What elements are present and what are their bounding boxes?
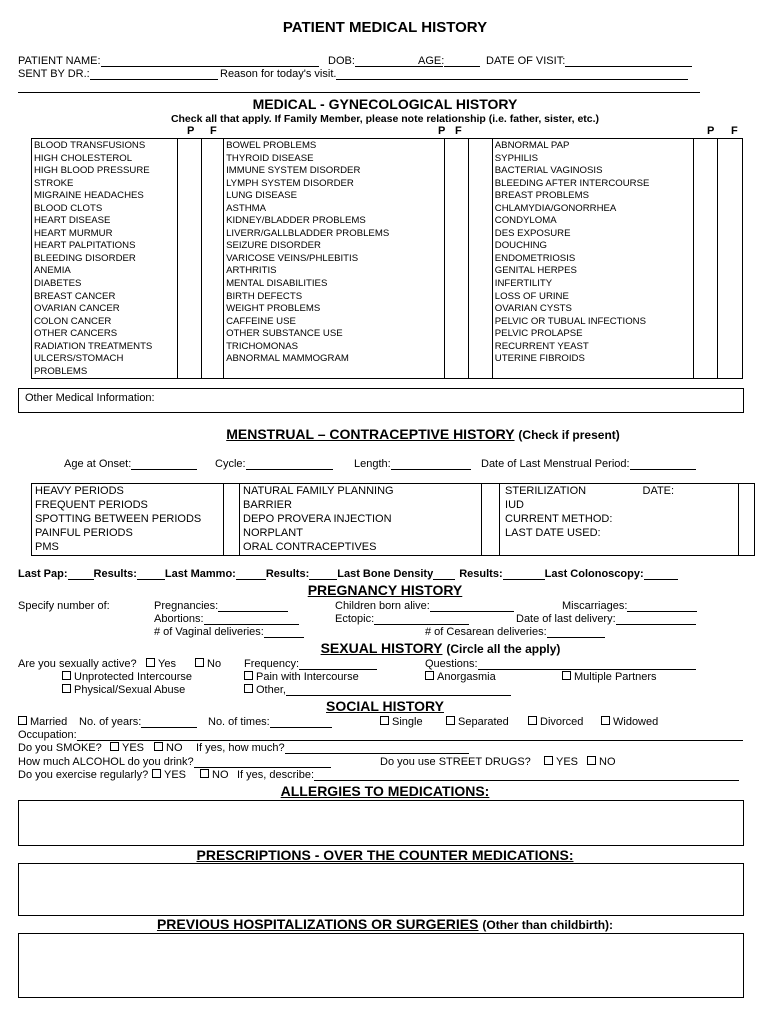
cesarean-deliveries-field[interactable]: # of Cesarean deliveries: — [425, 626, 605, 638]
condition-item: MIGRAINE HEADACHES — [34, 190, 144, 202]
menstrual-table — [31, 483, 755, 556]
condition-item: INFERTILITY — [494, 278, 553, 290]
abortions-field[interactable]: Abortions: — [154, 613, 299, 625]
date-of-visit-field[interactable] — [486, 55, 692, 67]
sent-by-label: SENT BY DR.: — [18, 68, 90, 80]
length-field[interactable]: Length: — [354, 458, 471, 470]
condition-item: RADIATION TREATMENTS — [34, 340, 153, 352]
checkbox-icon — [446, 716, 455, 725]
social-heading: SOCIAL HISTORY — [326, 698, 444, 714]
page-title: PATIENT MEDICAL HISTORY — [282, 19, 488, 36]
condition-item: COLON CANCER — [34, 315, 112, 327]
smoke-no[interactable]: NO — [154, 742, 183, 754]
frequency-field[interactable]: Frequency: — [244, 658, 377, 670]
condition-item: BREAST PROBLEMS — [494, 190, 589, 202]
condition-item: TRICHOMONAS — [226, 340, 299, 352]
times-field[interactable]: No. of times: — [208, 716, 332, 728]
reason-field[interactable] — [220, 68, 688, 80]
children-field[interactable]: Children born alive: — [335, 600, 514, 612]
condition-item: IMMUNE SYSTEM DISORDER — [226, 165, 361, 177]
prescriptions-box[interactable] — [18, 863, 744, 916]
hospitalizations-heading: PREVIOUS HOSPITALIZATIONS OR SURGERIES (Other than childbirth): — [156, 916, 614, 932]
condition-item: DIABETES — [34, 278, 82, 290]
anorgasmia-option[interactable]: Anorgasmia — [425, 671, 496, 683]
screening-line[interactable]: Last Pap: Results: Last Mammo: Results: Last Bone Density Results: Last Colonoscopy: — [18, 568, 678, 580]
patient-check-column[interactable] — [444, 139, 468, 379]
condition-item: BIRTH DEFECTS — [226, 290, 303, 302]
condition-item: LUNG DISEASE — [226, 190, 297, 202]
sexually-active-yes[interactable]: Yes — [146, 658, 176, 670]
condition-item: BACTERIAL VAGINOSIS — [494, 165, 603, 177]
reason-line[interactable] — [18, 92, 700, 93]
menstrual-column-2 — [240, 484, 482, 556]
vaginal-deliveries-field[interactable]: # of Vaginal deliveries: — [154, 626, 304, 638]
exercise-no[interactable]: NO — [200, 769, 229, 781]
pregnancy-heading: PREGNANCY HISTORY — [307, 582, 463, 598]
sexual-heading: SEXUAL HISTORY (Circle all the apply) — [320, 640, 561, 656]
condition-item: ENDOMETRIOSIS — [494, 252, 576, 264]
checkbox-icon — [110, 742, 119, 751]
condition-item: STERILIZATION DATE: — [505, 485, 675, 497]
pregnancies-field[interactable]: Pregnancies: — [154, 600, 288, 612]
occupation-field[interactable]: Occupation: — [18, 729, 743, 741]
condition-item: BOWEL PROBLEMS — [226, 140, 317, 151]
condition-item: OVARIAN CYSTS — [494, 303, 572, 315]
family-check-column[interactable] — [201, 139, 223, 379]
condition-item: KIDNEY/BLADDER PROBLEMS — [226, 215, 366, 227]
condition-item: LAST DATE USED: — [505, 527, 601, 539]
condition-item: ABNORMAL MAMMOGRAM — [226, 353, 349, 365]
checkbox-icon — [528, 716, 537, 725]
checkbox-icon — [152, 769, 161, 778]
condition-item: HEART MURMUR — [34, 227, 113, 239]
condition-item: CAFFEINE USE — [226, 315, 296, 327]
condition-item: SPOTTING BETWEEN PERIODS — [35, 513, 202, 525]
smoke-label: Do you SMOKE? — [18, 742, 102, 754]
condition-item: PELVIC PROLAPSE — [494, 328, 583, 340]
p-header: P — [438, 125, 446, 137]
condition-item: CONDYLOMA — [494, 215, 557, 227]
condition-item: NORPLANT — [243, 527, 303, 539]
checkbox-icon — [62, 684, 71, 693]
menstrual-heading: MENSTRUAL – CONTRACEPTIVE HISTORY (Check if present) — [226, 426, 620, 442]
checkbox-icon — [18, 716, 27, 725]
age-onset-field[interactable]: Age at Onset: — [64, 458, 197, 470]
condition-item: FREQUENT PERIODS — [35, 499, 148, 511]
miscarriages-field[interactable]: Miscarriages: — [562, 600, 697, 612]
condition-item: ANEMIA — [34, 265, 71, 277]
gyn-history-table — [31, 138, 743, 379]
checkbox-icon — [562, 671, 571, 680]
condition-item: RECURRENT YEAST — [494, 340, 589, 352]
checkbox-icon — [544, 756, 553, 765]
prescriptions-heading: PRESCRIPTIONS - OVER THE COUNTER MEDICATIONS: — [196, 847, 574, 863]
condition-item: CHLAMYDIA/GONORRHEA — [494, 202, 617, 214]
condition-item: HEART PALPITATIONS — [34, 240, 136, 252]
drugs-yes[interactable]: YES — [544, 756, 578, 768]
f-header: F — [455, 125, 462, 137]
condition-item: LYMPH SYSTEM DISORDER — [226, 177, 354, 189]
last-delivery-field[interactable]: Date of last delivery: — [516, 613, 696, 625]
check-column[interactable] — [481, 484, 499, 556]
condition-item: BREAST CANCER — [34, 290, 116, 302]
gyn-instruction: Check all that apply. If Family Member, please note relationship (i.e. father, sister, etc.) — [170, 113, 600, 125]
checkbox-icon — [154, 742, 163, 751]
f-header: F — [731, 125, 738, 137]
patient-check-column[interactable] — [693, 139, 717, 379]
single-option[interactable]: Single — [380, 716, 423, 728]
sent-by-field[interactable] — [18, 68, 218, 80]
condition-item: LOSS OF URINE — [494, 290, 569, 302]
patient-name-label: PATIENT NAME: — [18, 55, 101, 67]
smoke-amount-field[interactable]: If yes, how much? — [196, 742, 469, 754]
check-column[interactable] — [223, 484, 239, 556]
checkbox-icon — [380, 716, 389, 725]
condition-item: ASTHMA — [226, 202, 267, 214]
other-medical-info-box[interactable] — [18, 388, 744, 413]
condition-item: HIGH BLOOD PRESSURE — [34, 165, 150, 177]
condition-item: ORAL CONTRACEPTIVES — [243, 541, 377, 553]
family-check-column[interactable] — [468, 139, 492, 379]
separated-option[interactable]: Separated — [446, 716, 509, 728]
condition-item: HIGH CHOLESTEROL — [34, 152, 133, 164]
condition-item: PAINFUL PERIODS — [35, 527, 133, 539]
alcohol-field[interactable]: How much ALCOHOL do you drink? — [18, 756, 331, 768]
smoke-yes[interactable]: YES — [110, 742, 144, 754]
condition-item: LIVERR/GALLBLADDER PROBLEMS — [226, 227, 390, 239]
condition-item: BLOOD CLOTS — [34, 202, 103, 214]
age-field[interactable] — [418, 55, 480, 67]
exercise-yes[interactable]: YES — [152, 769, 186, 781]
drugs-label: Do you use STREET DRUGS? — [380, 756, 531, 768]
abuse-option[interactable]: Physical/Sexual Abuse — [62, 684, 185, 696]
patient-check-column[interactable] — [177, 139, 201, 379]
p-header: P — [707, 125, 715, 137]
other-option[interactable]: Other, — [244, 684, 511, 696]
pain-option[interactable]: Pain with Intercourse — [244, 671, 359, 683]
condition-item: VARICOSE VEINS/PHLEBITIS — [226, 252, 359, 264]
condition-item: CURRENT METHOD: — [505, 513, 613, 525]
drugs-no[interactable]: NO — [587, 756, 616, 768]
condition-item: THYROID DISEASE — [226, 152, 314, 164]
checkbox-icon — [587, 756, 596, 765]
other-medical-info-label: Other Medical Information: — [25, 392, 155, 404]
sexually-active-label: Are you sexually active? — [18, 658, 137, 670]
specify-label: Specify number of: — [18, 600, 110, 612]
condition-item: DES EXPOSURE — [494, 227, 571, 239]
years-field[interactable]: No. of years: — [79, 716, 197, 728]
check-column[interactable] — [738, 484, 754, 556]
allergies-heading: ALLERGIES TO MEDICATIONS: — [280, 783, 490, 799]
checkbox-icon — [425, 671, 434, 680]
f-header: F — [210, 125, 217, 137]
checkbox-icon — [146, 658, 155, 667]
p-header: P — [187, 125, 195, 137]
reason-label: Reason for today's visit. — [220, 68, 337, 80]
condition-item: SYPHILIS — [494, 152, 538, 164]
condition-item: BLOOD TRANSFUSIONS — [34, 140, 146, 151]
condition-item: ULCERS/STOMACH — [34, 353, 124, 365]
checkbox-icon — [62, 671, 71, 680]
condition-item: NATURAL FAMILY PLANNING — [243, 485, 394, 497]
condition-item: MENTAL DISABILITIES — [226, 278, 328, 290]
menstrual-column-1 — [32, 484, 224, 556]
dob-label: DOB: — [328, 55, 355, 67]
ectopic-field[interactable]: Ectopic: — [335, 613, 469, 625]
condition-item: UTERINE FIBROIDS — [494, 353, 585, 365]
lmp-field[interactable]: Date of Last Menstrual Period: — [481, 458, 696, 470]
condition-item: STROKE — [34, 177, 74, 189]
multiple-partners-option[interactable]: Multiple Partners — [562, 671, 657, 683]
questions-field[interactable]: Questions: — [425, 658, 696, 670]
checkbox-icon — [601, 716, 610, 725]
condition-item: GENITAL HERPES — [494, 265, 577, 277]
condition-item: ABNORMAL PAP — [494, 140, 570, 151]
condition-item: BLEEDING AFTER INTERCOURSE — [494, 177, 650, 189]
condition-item: ARTHRITIS — [226, 265, 277, 277]
unprotected-option[interactable]: Unprotected Intercourse — [62, 671, 192, 683]
condition-item: SEIZURE DISORDER — [226, 240, 321, 252]
condition-item: BARRIER — [243, 499, 292, 511]
patient-name-field[interactable] — [18, 55, 319, 67]
exercise-label: Do you exercise regularly? — [18, 769, 149, 781]
checkbox-icon — [200, 769, 209, 778]
condition-item: DEPO PROVERA INJECTION — [243, 513, 392, 525]
widowed-option[interactable]: Widowed — [601, 716, 658, 728]
exercise-describe-field[interactable]: If yes, describe: — [237, 769, 739, 781]
condition-item: OTHER SUBSTANCE USE — [226, 328, 343, 340]
married-option[interactable]: Married — [18, 716, 67, 728]
checkbox-icon — [244, 684, 253, 693]
hospitalizations-box[interactable] — [18, 933, 744, 998]
date-of-visit-label: DATE OF VISIT: — [486, 55, 566, 67]
sexually-active-no[interactable]: No — [195, 658, 221, 670]
menstrual-column-3 — [500, 484, 739, 556]
gyn-column-2 — [224, 139, 445, 379]
divorced-option[interactable]: Divorced — [528, 716, 583, 728]
condition-item: DOUCHING — [494, 240, 548, 252]
condition-item: HEAVY PERIODS — [35, 485, 124, 497]
condition-item: PELVIC OR TUBUAL INFECTIONS — [494, 315, 646, 327]
condition-item: WEIGHT PROBLEMS — [226, 303, 321, 315]
age-label: AGE: — [418, 55, 445, 67]
condition-item: IUD — [505, 499, 524, 511]
gyn-column-1 — [32, 139, 178, 379]
condition-item: OVARIAN CANCER — [34, 303, 120, 315]
cycle-field[interactable]: Cycle: — [215, 458, 333, 470]
condition-item: BLEEDING DISORDER — [34, 252, 136, 264]
family-check-column[interactable] — [717, 139, 742, 379]
condition-item: HEART DISEASE — [34, 215, 111, 227]
checkbox-icon — [244, 671, 253, 680]
gyn-column-3 — [492, 139, 693, 379]
allergies-box[interactable] — [18, 800, 744, 846]
condition-item: PMS — [35, 541, 59, 553]
gyn-heading: MEDICAL - GYNECOLOGICAL HISTORY — [252, 96, 518, 112]
condition-item: OTHER CANCERS — [34, 328, 118, 340]
checkbox-icon — [195, 658, 204, 667]
condition-item: PROBLEMS — [34, 365, 88, 377]
